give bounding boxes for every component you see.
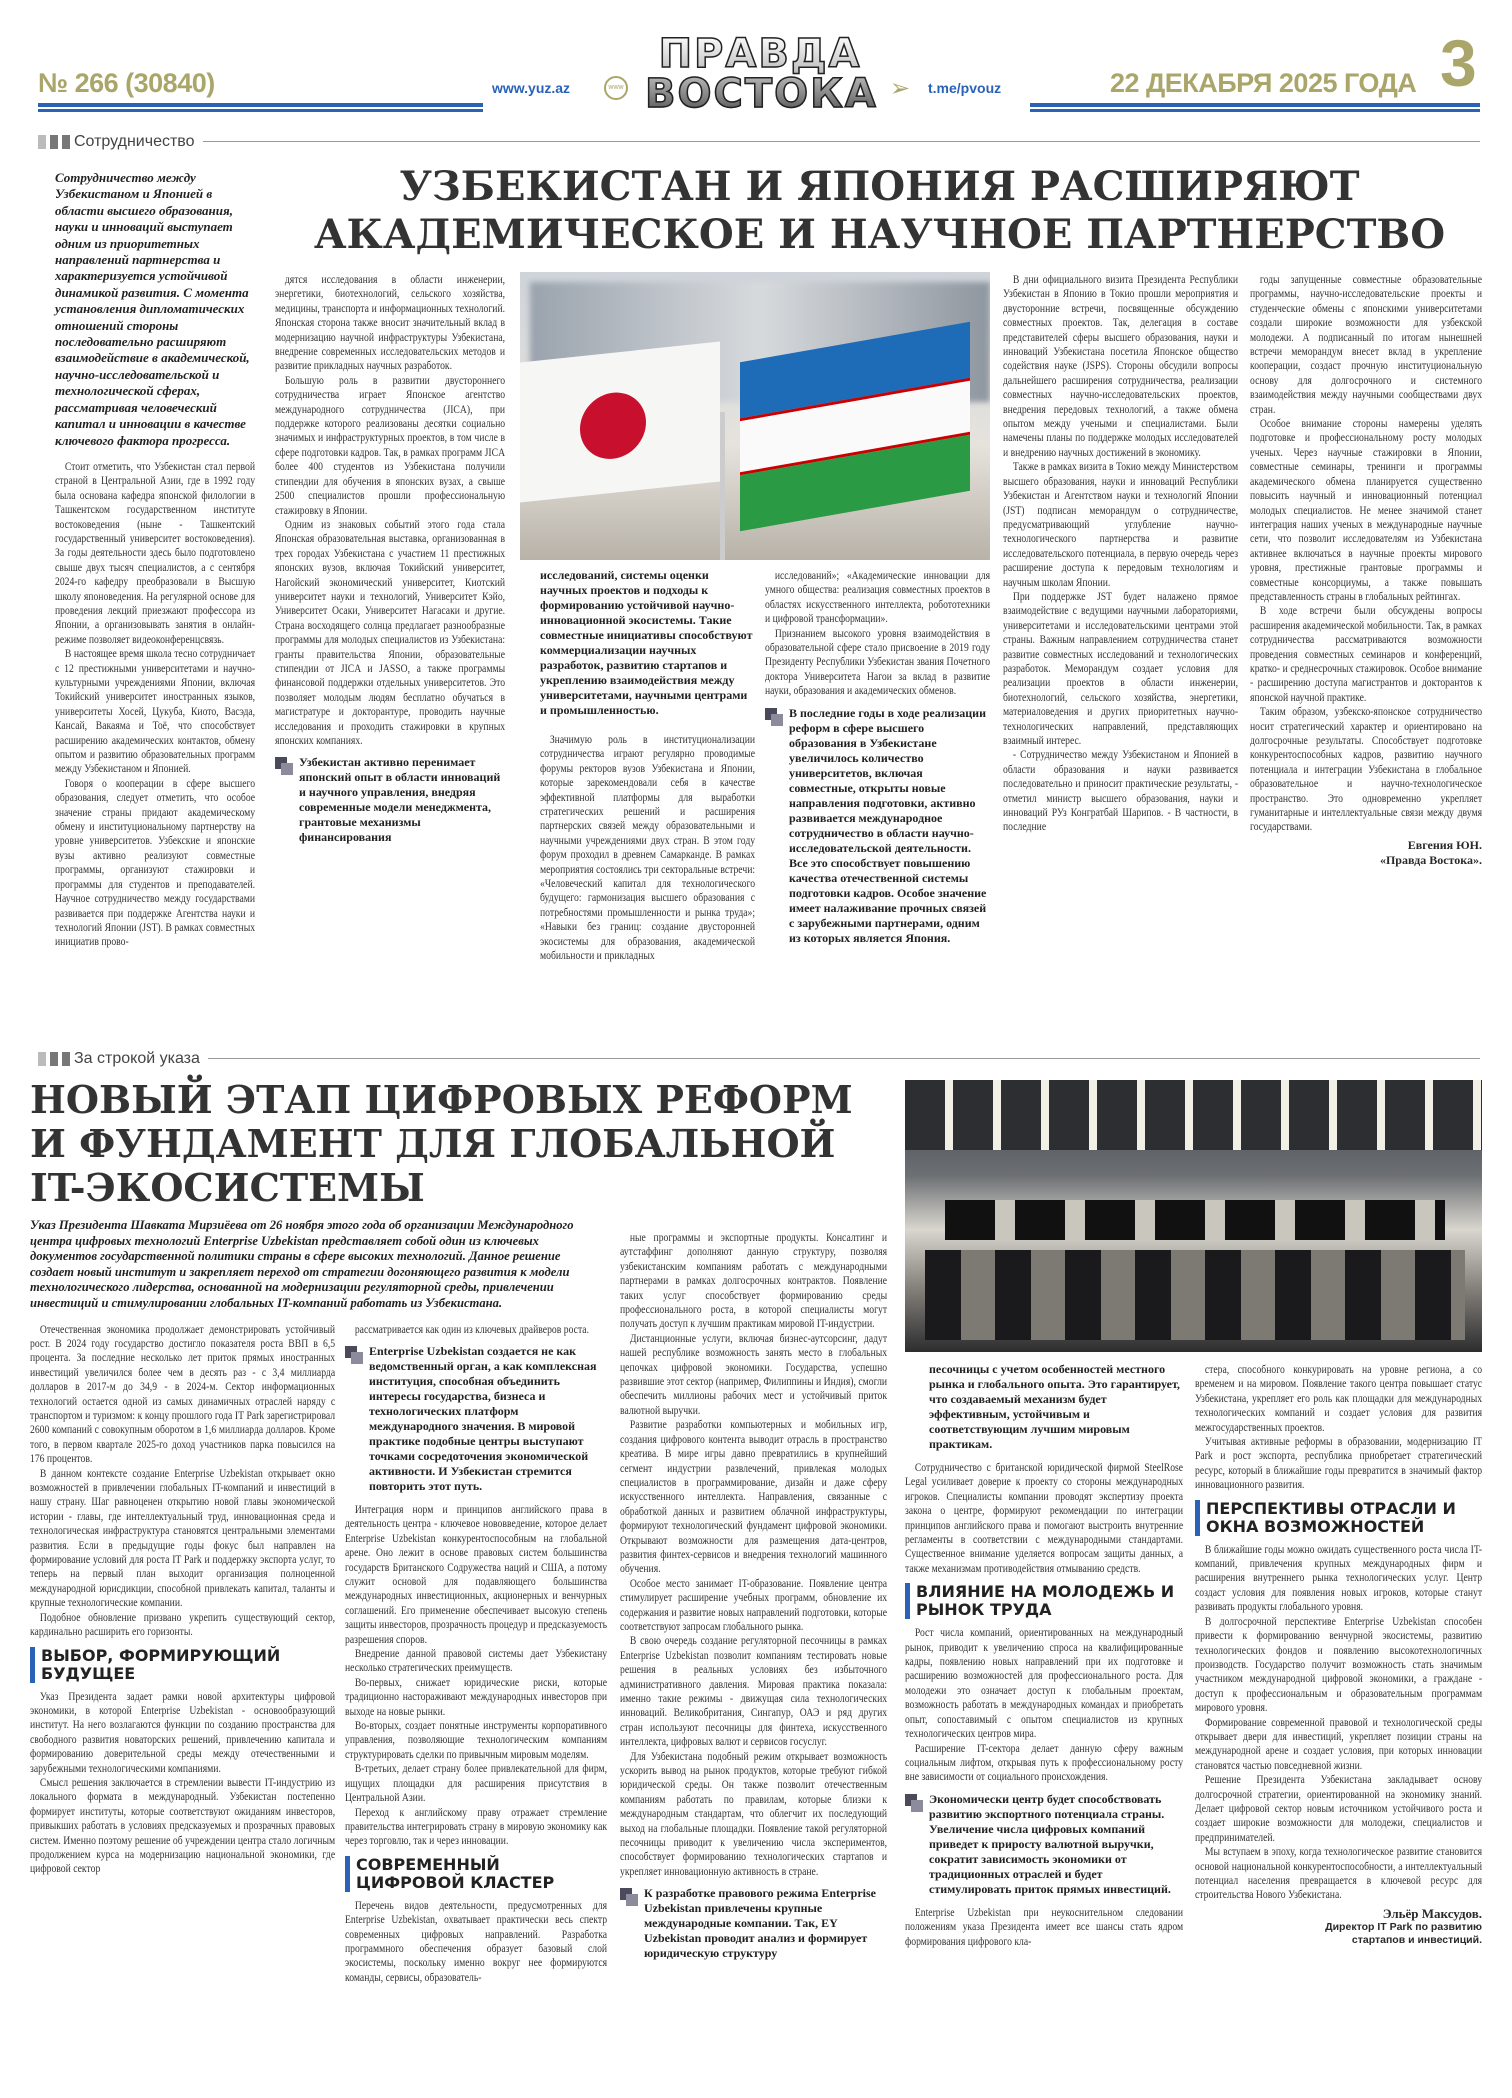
article-column bbox=[1250, 272, 1482, 868]
paragraph: Мы вступаем в эпоху, когда технологическое развитие становится основой национальной конкурентоспособности, а интеллектуальный потенциал населения превращается в ключевой ресурс для строительства Нового Узбекистана. bbox=[1195, 1844, 1483, 1902]
paragraph: В долгосрочной перспективе Enterprise Uzbekistan способен привести к формированию венчурной экосистемы, развитию технологических фондов и появлению высокотехнологичных производств. Государство получит возможность стать значимым участником международной цифровой экономики, а граждане - доступ к профессиональным и образовательным программам мирового уровня. bbox=[1195, 1613, 1483, 1715]
issue-number: № 266 (30840) bbox=[38, 68, 215, 98]
article-column bbox=[275, 272, 505, 853]
paragraph: Также в рамках визита в Токио между Министерством высшего образования, науки и инноваций Республики Узбекистан и Агентством науки и технологий Японии (JST) подписан меморандум о сотрудничестве, предусматривающий углубление научно-технологического партнерства и развитие исследовательского потенциала, в первую очередь через расширение доступа к передовым технологиям и научным школам Японии. bbox=[1003, 459, 1239, 589]
paragraph: Во-вторых, создает понятные инструменты корпоративного управления, позволяющие технологическим компаниям структурировать сделки по привычным мировым моделям. bbox=[345, 1718, 608, 1761]
subheading: ПЕРСПЕКТИВЫ ОТРАСЛИ И ОКНА ВОЗМОЖНОСТЕЙ bbox=[1195, 1500, 1482, 1536]
paragraph: Большую роль в развитии двустороннего сотрудничества играет Японское агентство международного сотрудничества (JICA), при поддержке которого реализованы десятки социально значимых и инфраструктурных проектов, в том числе в сфере подготовки кадров. Так, в рамках программ JICA более 400 студентов из Узбекистана получили стипендии для обучения в японских вузах, а свыше 2500 специалистов прошли профессиональную стажировку в Японии. bbox=[275, 372, 506, 517]
pull-quote-continued: исследований, системы оценки научных проектов и подходы к формированию устойчивой научно-инновационной экосистемы. Такие совместные инициативы способствуют коммерциализации научных разработок, развитию стартапов и укреплению взаимодействия между университетами, научными центрами и промышленностью. bbox=[540, 568, 753, 717]
paragraph: В настоящее время школа тесно сотрудничает с 12 престижными университетами и научно-культурными учреждениями Японии, включая Токийский университет иностранных языков, университеты Хосей, Цукуба, Киото, Васэда, Кансай, Вакаяма и Тоё, что способствует расширению академических контактов, обмену опытом и развитию образовательных программ между Узбекистаном и Японией. bbox=[55, 646, 256, 776]
subheading: ВЛИЯНИЕ НА МОЛОДЕЖЬ И РЫНОК ТРУДА bbox=[905, 1583, 1183, 1619]
column-text bbox=[1195, 1362, 1482, 1492]
quote-marker-icon bbox=[345, 1346, 363, 1364]
paragraph: дятся исследования в области инженерии, энергетики, биотехнологий, сельского хозяйства, медицины, транспорта и информационных технологий. Японская сторона также вносит значительный вклад в модернизацию научной инфраструктуры Узбекистана, внедрение современных исследовательских методов и развитие прикладных научных разработок. bbox=[275, 272, 506, 373]
lead-and-columns bbox=[30, 1218, 607, 1984]
issue-date: 22 ДЕКАБРЯ 2025 ГОДА bbox=[1110, 68, 1417, 98]
quote-marker-icon bbox=[905, 1794, 923, 1812]
paragraph: В дни официального визита Президента Республики Узбекистан в Японию в Токио прошли мероприятия и двусторонние встречи, посвященные обсуждению совместных проектов. Так, делегация в составе представителей сферы высшего образования, науки и инноваций Узбекистана посетила Японское общество содействия науке (JSPS). Стороны обсудили вопросы дальнейшего расширения сотрудничества, реализации совместных научно-исследовательских проектов, внедрения передовых технологий, а также обмена опытом между учеными и специалистами. Были намечены планы по поддержке молодых исследователей и внедрению научных достижений в экономику. bbox=[1003, 272, 1239, 459]
paragraph: Переход к английскому праву отражает стремление правительства интегрировать страну в мировую экономику как через торговлю, так и через инновации. bbox=[345, 1804, 608, 1848]
paragraph: В-третьих, делает страну более привлекательной для фирм, ищущих площадки для расширения присутствия в Центральной Азии. bbox=[345, 1761, 608, 1805]
header-rule-right bbox=[1030, 103, 1480, 112]
column-text bbox=[345, 1502, 607, 1848]
paragraph: Перечень видов деятельности, предусмотренных для Enterprise Uzbekistan, охватывает практически весь спектр современных цифровых направлений. Разработка программного обеспечения образует базовый слой экосистемы, поскольку именно вокруг нее формируются команды, сервисы, образователь- bbox=[345, 1897, 608, 1984]
paragraph: рассматривается как один из ключевых драйверов роста. bbox=[354, 1321, 590, 1336]
section-divider bbox=[38, 141, 1480, 142]
paragraph: Таким образом, узбекско-японское сотрудничество носит стратегический характер и ориентировано на долгосрочные результаты. Способствует подготовке конкурентоспособных кадров, развитию научного потенциала и интеграции Узбекистана в глобальное образовательное и научно-технологическое пространство. Это одновременно укрепляет гуманитарные и интеллектуальные связи между двумя государствами. bbox=[1250, 704, 1483, 834]
pull-quote: К разработке правового режима Enterprise Uzbekistan привлечены крупные международные компании. Так, EY Uzbekistan проводит анализ и формирует юридическую структуру bbox=[620, 1886, 887, 1961]
article-column bbox=[540, 568, 755, 963]
pull-quote: В последние годы в ходе реализации реформ в сфере высшего образования в Узбекистане увеличилось количество университетов, включая совместные, открыты новые направления подготовки, активно развивается международное сотрудничество в области научно-исследовательской деятельности. Все это способствует повышению качества отечественной системы подготовки кадров. Особое значение имеет налаживание прочных связей с зарубежными партнерами, одним из которых является Япония. bbox=[765, 706, 990, 946]
quote-marker-icon bbox=[275, 757, 293, 775]
paragraph: Внедрение данной правовой системы дает Узбекистану несколько стратегических преимуществ. bbox=[345, 1646, 608, 1675]
subheading: СОВРЕМЕННЫЙ ЦИФРОВОЙ КЛАСТЕР bbox=[345, 1856, 607, 1892]
paragraph: Enterprise Uzbekistan при неукоснительном следовании положениям указа Президента имеет все шансы стать ядром формирования цифрового кла- bbox=[905, 1904, 1184, 1948]
author-name: Эльёр Максудов. bbox=[1382, 1905, 1482, 1921]
paragraph: Расширение IT-сектора делает данную сферу важным социальным лифтом, открывая путь к профессиональному росту вне зависимости от социального происхождения. bbox=[905, 1740, 1184, 1784]
paragraph: Развитие разработки компьютерных и мобильных игр, создания цифрового контента выводит отрасль в пространство креатива. В мире игры давно превратились в крупнейший сегмент индустрии развлечений, привлекая молодых специалистов в программирование, дизайн и даже сферу искусственного интеллекта. Направления, связанные с обработкой данных и развитием облачной инфраструктуры, формируют технологический фундамент цифровой экономики. Открывают возможности для размещения дата-центров, развития финтех-сервисов и внедрения технологий машинного обучения. bbox=[620, 1417, 888, 1576]
quote-marker-icon bbox=[765, 708, 783, 726]
article-column bbox=[30, 1322, 335, 1876]
japan-flag bbox=[520, 341, 720, 502]
paragraph: В свою очередь создание регуляторной песочницы в рамках Enterprise Uzbekistan позволит компаниям тестировать новые решения в реальных условиях без избыточного административного давления. Мировая практика показала: именно такие режимы - движущая сила технологических инноваций. Великобритания, Сингапур, ОАЭ и ряд других стран используют песочницы для финтеха, искусственного интеллекта, цифровых валют и сервисов госуслуг. bbox=[620, 1633, 888, 1749]
paragraph: Одним из знаковых событий этого года стала Японская образовательная выставка, организованная в трех городах Узбекистана с участием 11 престижных японских вузов, включая Токийский университет, Нагойский экономический университет, Киотский университет науки и технологий, Университет Кэйо, Университет Осаки, Университет Нагасаки и другие. Страна восходящего солнца предлагает разнообразные программы для молодых специалистов из Узбекистана: гранты правительства Японии, образовательные стипендии от JICA и JASSO, а также программы финансовой поддержки отдельных университетов. Это позволяет молодым людям бесплатно обучаться в магистратуре и докторантуре, проводить научные исследования и проходить стажировки в крупных японских компаниях. bbox=[275, 516, 506, 747]
section-divider bbox=[38, 1058, 1480, 1059]
pull-quote: Узбекистан активно перенимает японский опыт в области инноваций и научного управления, внедряя современные модели менеджмента, грантовые механизмы финансирования bbox=[275, 755, 505, 845]
paragraph: В данном контексте создание Enterprise Uzbekistan открывает окно возможностей в привлечении глобальных IT-компаний и инвестиций в нашу страну. Шаг равноценен открытию новой главы экономической истории - главы, где интеллектуальный труд, инновационная среда и технологическая инфраструктура становятся центральными элементами развития. Если в предыдущие годы фокус был направлен на формирование условий для роста IT Park и поддержку экспорта услуг, то теперь на первый план выходит организация полноценной международной юрисдикции, способной привлекать капитал, таланты и крупные технологические компании. bbox=[30, 1465, 336, 1610]
article-column bbox=[1003, 272, 1238, 834]
paragraph: Дистанционные услуги, включая бизнес-аутсорсинг, дадут нашей республике возможность занять место в глобальных цепочках цифровой экономики. Государства, успешно развившие этот сектор (например, Филиппины и Индия), смогли обеспечить миллионы рабочих мест и устойчивый приток валютной выручки. bbox=[620, 1330, 888, 1417]
column-text bbox=[1003, 272, 1238, 834]
website-link[interactable]: www.yuz.az bbox=[492, 80, 571, 96]
paragraph: Для Узбекистана подобный режим открывает возможность ускорить вывод на рынок продуктов, которые требуют гибкой юридической среды. Он также позволит отечественным компаниям работать по правилам, которые близки к международным стандартам, что облегчит их последующий выход на глобальные площадки. Появление такой регуляторной песочницы приводит к увеличению числа экспериментов, способствует формированию технологических стартапов и укрепляет инновационную активность в стране. bbox=[620, 1748, 888, 1878]
paragraph: При поддержке JST будет налажено прямое взаимодействие с ведущими научными лабораториями, университетами и исследовательскими центрами этой страны. Важным направлением сотрудничества станет развитие совместных исследований и технологических разработок. Меморандум создает условия для реализации проектов в области инженерии, биотехнологий, сельского хозяйства, энергетики, материаловедения и других приоритетных научно-технологических направлений, представляющих взаимный интерес. bbox=[1003, 588, 1239, 747]
page-number: 3 bbox=[1440, 26, 1477, 100]
paragraph: Смысл решения заключается в стремлении вывести IT-индустрию из локального формата в международный. Узбекистан постепенно формирует институты, которые соответствуют ожиданиям инвесторов, привыкших работать в условиях предсказуемых и прозрачных правовых систем. Именно поэтому решение об учреждении центра стало логичным продолжением курса на модернизацию национальной экономики, где цифровой сектор bbox=[30, 1774, 336, 1876]
paragraph: Значимую роль в институционализации сотрудничества играют регулярно проводимые форумы ректоров вузов Узбекистана и Японии, которые зарекомендовали себя в качестве эффективной платформы для выработки стратегических решений и расширения партнерских связей между образовательными и научными учреждениями двух стран. В этом году форум проходил в древнем Самарканде. В рамках мероприятия состоялись три секторальные встречи: «Человеческий капитал для технологического будущего: гармонизация высшего образования с потребностями промышленности и рынка труда»; «Навыки без границ: создание двусторонней экосистемы для образования, академической мобильности и прикладных bbox=[540, 732, 756, 963]
flags-photo bbox=[520, 272, 990, 560]
column-text bbox=[1250, 272, 1482, 834]
column-text bbox=[905, 1625, 1183, 1783]
column-text bbox=[345, 1898, 607, 1984]
subheading: ВЫБОР, ФОРМИРУЮЩИЙ БУДУЩЕЕ bbox=[30, 1647, 335, 1683]
paragraph: Указ Президента задает рамки новой архитектуры цифровой экономики, в которой Enterprise Uzbekistan - основообразующий институт. На него возлагаются функции по созданию пространства для свободного развития новаторских решений, привлечению капитала и формированию доверительной среды между отечественными и зарубежными технологическими компаниями. bbox=[30, 1688, 336, 1775]
author-org: «Правда Востока». bbox=[1379, 852, 1482, 867]
column-text bbox=[275, 272, 505, 747]
quote-marker-icon bbox=[620, 1888, 638, 1906]
article-column bbox=[345, 1322, 607, 1985]
paragraph: Во-первых, снижает юридические риски, которые традиционно настораживают международных инвесторов при выходе на новые рынки. bbox=[345, 1674, 608, 1718]
telegram-icon: ➢ bbox=[890, 76, 911, 102]
paragraph: В ближайшие годы можно ожидать существенного роста числа IT-компаний, привлечения крупных международных фирм и расширения внутреннего рынка технологических услуг. Центр создаст условия для появления новых игроков, которые станут развивать продукты глобального уровня. bbox=[1195, 1541, 1483, 1614]
paragraph: Учитывая активные реформы в образовании, модернизацию IT Park и рост экспорта, республика приобретает стратегический ресурс, который в ближайшие годы превратится в значимый фактор инновационного развития. bbox=[1195, 1434, 1483, 1492]
column-text bbox=[765, 568, 990, 698]
column-text bbox=[345, 1322, 607, 1336]
column-text bbox=[30, 1322, 335, 1639]
paragraph: Признанием высокого уровня взаимодействия в образовательной сфере стало присвоение в 2019 году Президенту Республики Узбекистан звания Почетного доктора Университета Нагои за вклад в развитие науки, образования и академических обменов. bbox=[765, 625, 991, 698]
author-name: Евгения ЮН. bbox=[1407, 837, 1482, 852]
globe-icon: www bbox=[604, 76, 628, 100]
paragraph: исследований»; «Академические инновации для умного общества: реализация совместных проектов в областях искусственного интеллекта, робототехники и цифровой трансформации». bbox=[765, 568, 991, 626]
column-text bbox=[620, 1230, 887, 1878]
paragraph: годы запущенные совместные образовательные программы, научно-исследовательские проекты и студенческие обмены с японскими университетами создали широкие возможности для узбекской молодежи. А подписанный по итогам нынешней встречи меморандум внесет вклад в укрепление кооперации, создаст прочную институциональную основу для долгосрочного и системного взаимодействия между научными сообществами двух стран. bbox=[1250, 272, 1483, 416]
header-rule-left bbox=[38, 103, 483, 112]
article-title: УЗБЕКИСТАН И ЯПОНИЯ РАСШИРЯЮТ АКАДЕМИЧЕСКОЕ И НАУЧНОЕ ПАРТНЕРСТВО bbox=[313, 163, 1446, 258]
office-photo bbox=[905, 1080, 1482, 1352]
article-column bbox=[55, 170, 255, 949]
pull-quote: Экономически центр будет способствовать развитию экспортного потенциала страны. Увеличение числа цифровых компаний приведет к приросту валютной выручки, сократит зависимость экономики от традиционных отраслей и будет стимулировать приток прямых инвестиций. bbox=[905, 1792, 1183, 1897]
article-column bbox=[1195, 1362, 1482, 1947]
pull-quote-continued: песочницы с учетом особенностей местного рынка и глобального опыта. Это гарантирует, что создаваемый механизм будет эффективным, устойчивым и соответствующим лучшим мировым практикам. bbox=[929, 1362, 1180, 1451]
article-title: НОВЫЙ ЭТАП ЦИФРОВЫХ РЕФОРМ И ФУНДАМЕНТ ДЛЯ ГЛОБАЛЬНОЙ IT-ЭКОСИСТЕМЫ bbox=[30, 1077, 853, 1210]
paragraph: Отечественная экономика продолжает демонстрировать устойчивый рост. В 2024 году государство достигло показателя роста ВВП в 6,5 процента. За последние несколько лет приток прямых иностранных инвестиций увеличился более чем в десять раз - с 3,4 миллиарда долларов в 2017-м до 34,9 - в 2024-м. Сектор информационных технологий остается одной из самых динамичных отраслей наряду с транспортом и туризмом: к концу прошлого года IT Park зарегистрировал 2600 компаний с совокупным оборотом в 1,6 миллиарда долларов. Кроме того, в первом квартале 2025-го доход участников парка повысился на 176 процентов. bbox=[30, 1321, 336, 1466]
section-tag: Сотрудничество bbox=[38, 133, 203, 151]
author-title: Директор IT Park по развитию стартапов и инвестиций. bbox=[1325, 1920, 1482, 1946]
pull-quote: Enterprise Uzbekistan создается не как ведомственный орган, а как комплексная институция, способная объединить интересы государства, бизнеса и технологических платформ международного значения. В мировой практике подобные центры выступают точками сосредоточения экономической активности. И Узбекистан стремится повторить этот путь. bbox=[345, 1344, 607, 1494]
telegram-link[interactable]: t.me/pvouz bbox=[928, 80, 1002, 96]
article-column bbox=[620, 1230, 887, 1969]
article-column bbox=[905, 1362, 1183, 1948]
column-text bbox=[55, 459, 255, 949]
newspaper-logo: ПРАВДА ВОСТОКА bbox=[645, 31, 878, 117]
paragraph: Рост числа компаний, ориентированных на международный рынок, приводит к увеличению спроса на квалифицированные кадры, появлению новых направлений при их подготовке и расширению возможностей для профессионального роста. Для молодежи это означает доступ к глобальным проектам, возможность работать в международных командах и приобретать опыт, сопоставимый с опытом специалистов из крупных технологических центров мира. bbox=[905, 1625, 1184, 1741]
column-text bbox=[905, 1905, 1183, 1948]
article-lead: Указ Президента Шавката Мирзиёева от 26 ноября этого года об организации Международного центра цифровых технологий Enterprise Uzbekistan представляет собой один из ключевых документов государственной политики страны в сфере высоких технологий. Данное решение создает новый институт и закрепляет переход от стратегии догоняющего развития к модели технологического лидерства, основанной на модернизации регуляторной среды, привлечении инвестиций и стимулировании глобальных IT-компаний работать из Узбекистана. bbox=[30, 1218, 574, 1310]
paragraph: - Сотрудничество между Узбекистаном и Японией в области образования и науки развивается последовательно и приносит практические результаты, - отметил министр высшего образования, науки и инноваций РУз Конгратбай Шарипов. - В частности, в последние bbox=[1003, 747, 1239, 834]
paragraph: Особое внимание стороны намерены уделять подготовке и профессиональному росту молодых ученых. Через научные стажировки в Японии, совместные семинары, тренинги и программы академического обмена планируется существенно повысить научный и инновационный потенциал молодых специалистов. Не менее значимой станет интеграция наших ученых в международные научные сети, что позволит исследователям из Узбекистана активнее включаться в научные проекты мирового уровня, престижные грантовые программы и совместные консорциумы, а также повышать представленность страны в глобальных рейтингах. bbox=[1250, 416, 1483, 603]
column-text bbox=[1195, 1542, 1482, 1902]
paragraph: Сотрудничество с британской юридической фирмой SteelRose Legal усиливает доверие к проекту со стороны международных игроков. Специалисты компании проводят экспертизу проекта закона о центре, формируют рекомендации по интеграции принципов английского права и помогают выстроить внутренние регламенты в соответствии с международными стандартами. Существенное внимание уделяется вопросам защиты данных, а также механизмам противодействия отмыванию средств. bbox=[905, 1460, 1184, 1575]
paragraph: Говоря о кооперации в сфере высшего образования, следует отметить, что особое значение страны придают академическому обмену и институциональному партнерству на уровне университетов. Узбекские и японские вузы активно реализуют совместные программы, организуют стажировки и программы для студентов и преподавателей. Научное сотрудничество между государствами развивается при поддержке Агентства науки и технологий Японии (JST). В рамках совместных инициатив прово- bbox=[55, 775, 256, 949]
paragraph: ные программы и экспортные продукты. Консалтинг и аутстаффинг дополняют данную структуру, позволяя узбекистанским компаниям работать с международными партнерами в рамках долгосрочных контрактов. Появление таких услуг способствует формированию среды профессионального роста, в которой специалисты могут получать доступ к лучшим практикам мировой IT-индустрии. bbox=[620, 1230, 888, 1331]
paragraph: Стоит отметить, что Узбекистан стал первой страной в Центральной Азии, где в 1992 году была основана кафедра японской филологии в Ташкентском государственном институте востоковедения (ныне - Ташкентский государственный университет востоковедения). За годы деятельности здесь было подготовлено свыше двух тысяч специалистов, а с сентября 2024-го кафедру преобразовали в Высшую школу японоведения. На регулярной основе для проведения лекций приезжают профессора из Японии, а организовывать занятия в онлайн-режиме позволяет видеоконференцсвязь. bbox=[55, 458, 256, 646]
column-text bbox=[30, 1689, 335, 1876]
paragraph: Интеграция норм и принципов английского права в деятельность центра - ключевое нововведение, которое делает Enterprise Uzbekistan конкурентоспособным на глобальной арене. Оно лежит в основе правовых систем большинства государств Британского Содружества наций и США, а потому служит основой для подавляющего большинства международных инвестиционных, акционерных и венчурных соглашений. Его применение обеспечивает высокую степень защиты инвесторов, прозрачность процедур и предсказуемость разрешения споров. bbox=[345, 1501, 608, 1646]
column-text bbox=[905, 1460, 1183, 1575]
paragraph: Особое место занимает IT-образование. Появление центра стимулирует расширение учебных программ, обновление их содержания и развитие новых направлений подготовки, которые соответствуют запросам глобального рынка. bbox=[620, 1575, 888, 1633]
paragraph: В ходе встречи были обсуждены вопросы расширения академической мобильности. Так, в рамках сотрудничества рассматриваются возможности проведения совместных семинаров и конференций, кратко- и среднесрочных стажировок. Особое внимание - расширению доступа магистрантов и докторантов к японской научной практике. bbox=[1250, 603, 1483, 704]
paragraph: стера, способного конкурировать на уровне региона, а со временем и на мировом. Появление такого центра повышает статус Узбекистана, укрепляет его роль как площадки для международных технологических компаний и создает условия для развития межгосударственных проектов. bbox=[1195, 1362, 1483, 1434]
article-lead: Сотрудничество между Узбекистаном и Японией в области высшего образования, науки и инноваций выступает одним из приоритетных направлений партнерства и характеризуется устойчивой динамикой развития. С момента установления дипломатических отношений стороны последовательно расширяют взаимодействие в академической, научно-исследовательской и технологической сферах, рассматривая человеческий капитал и инновации в качестве ключевого фактора прогресса. bbox=[55, 170, 250, 448]
section-tag: За строкой указа bbox=[38, 1050, 208, 1068]
article-column bbox=[765, 568, 990, 954]
paragraph: Подобное обновление призвано укрепить существующий сектор, кардинально расширить его горизонты. bbox=[30, 1609, 336, 1639]
column-text bbox=[540, 732, 755, 963]
paragraph: Формирование современной правовой и технологической среды открывает двери для инвестиций, укрепляет позиции страны на международной арене и создает условия, при которых инновации становятся частью повседневной жизни. bbox=[1195, 1714, 1483, 1772]
paragraph: Решение Президента Узбекистана закладывает основу долгосрочной стратегии, ориентированной на экономику знаний. Делает цифровой сектор новым источником устойчивого роста и создает широкие возможности для молодежи, специалистов и предпринимателей. bbox=[1195, 1772, 1483, 1844]
